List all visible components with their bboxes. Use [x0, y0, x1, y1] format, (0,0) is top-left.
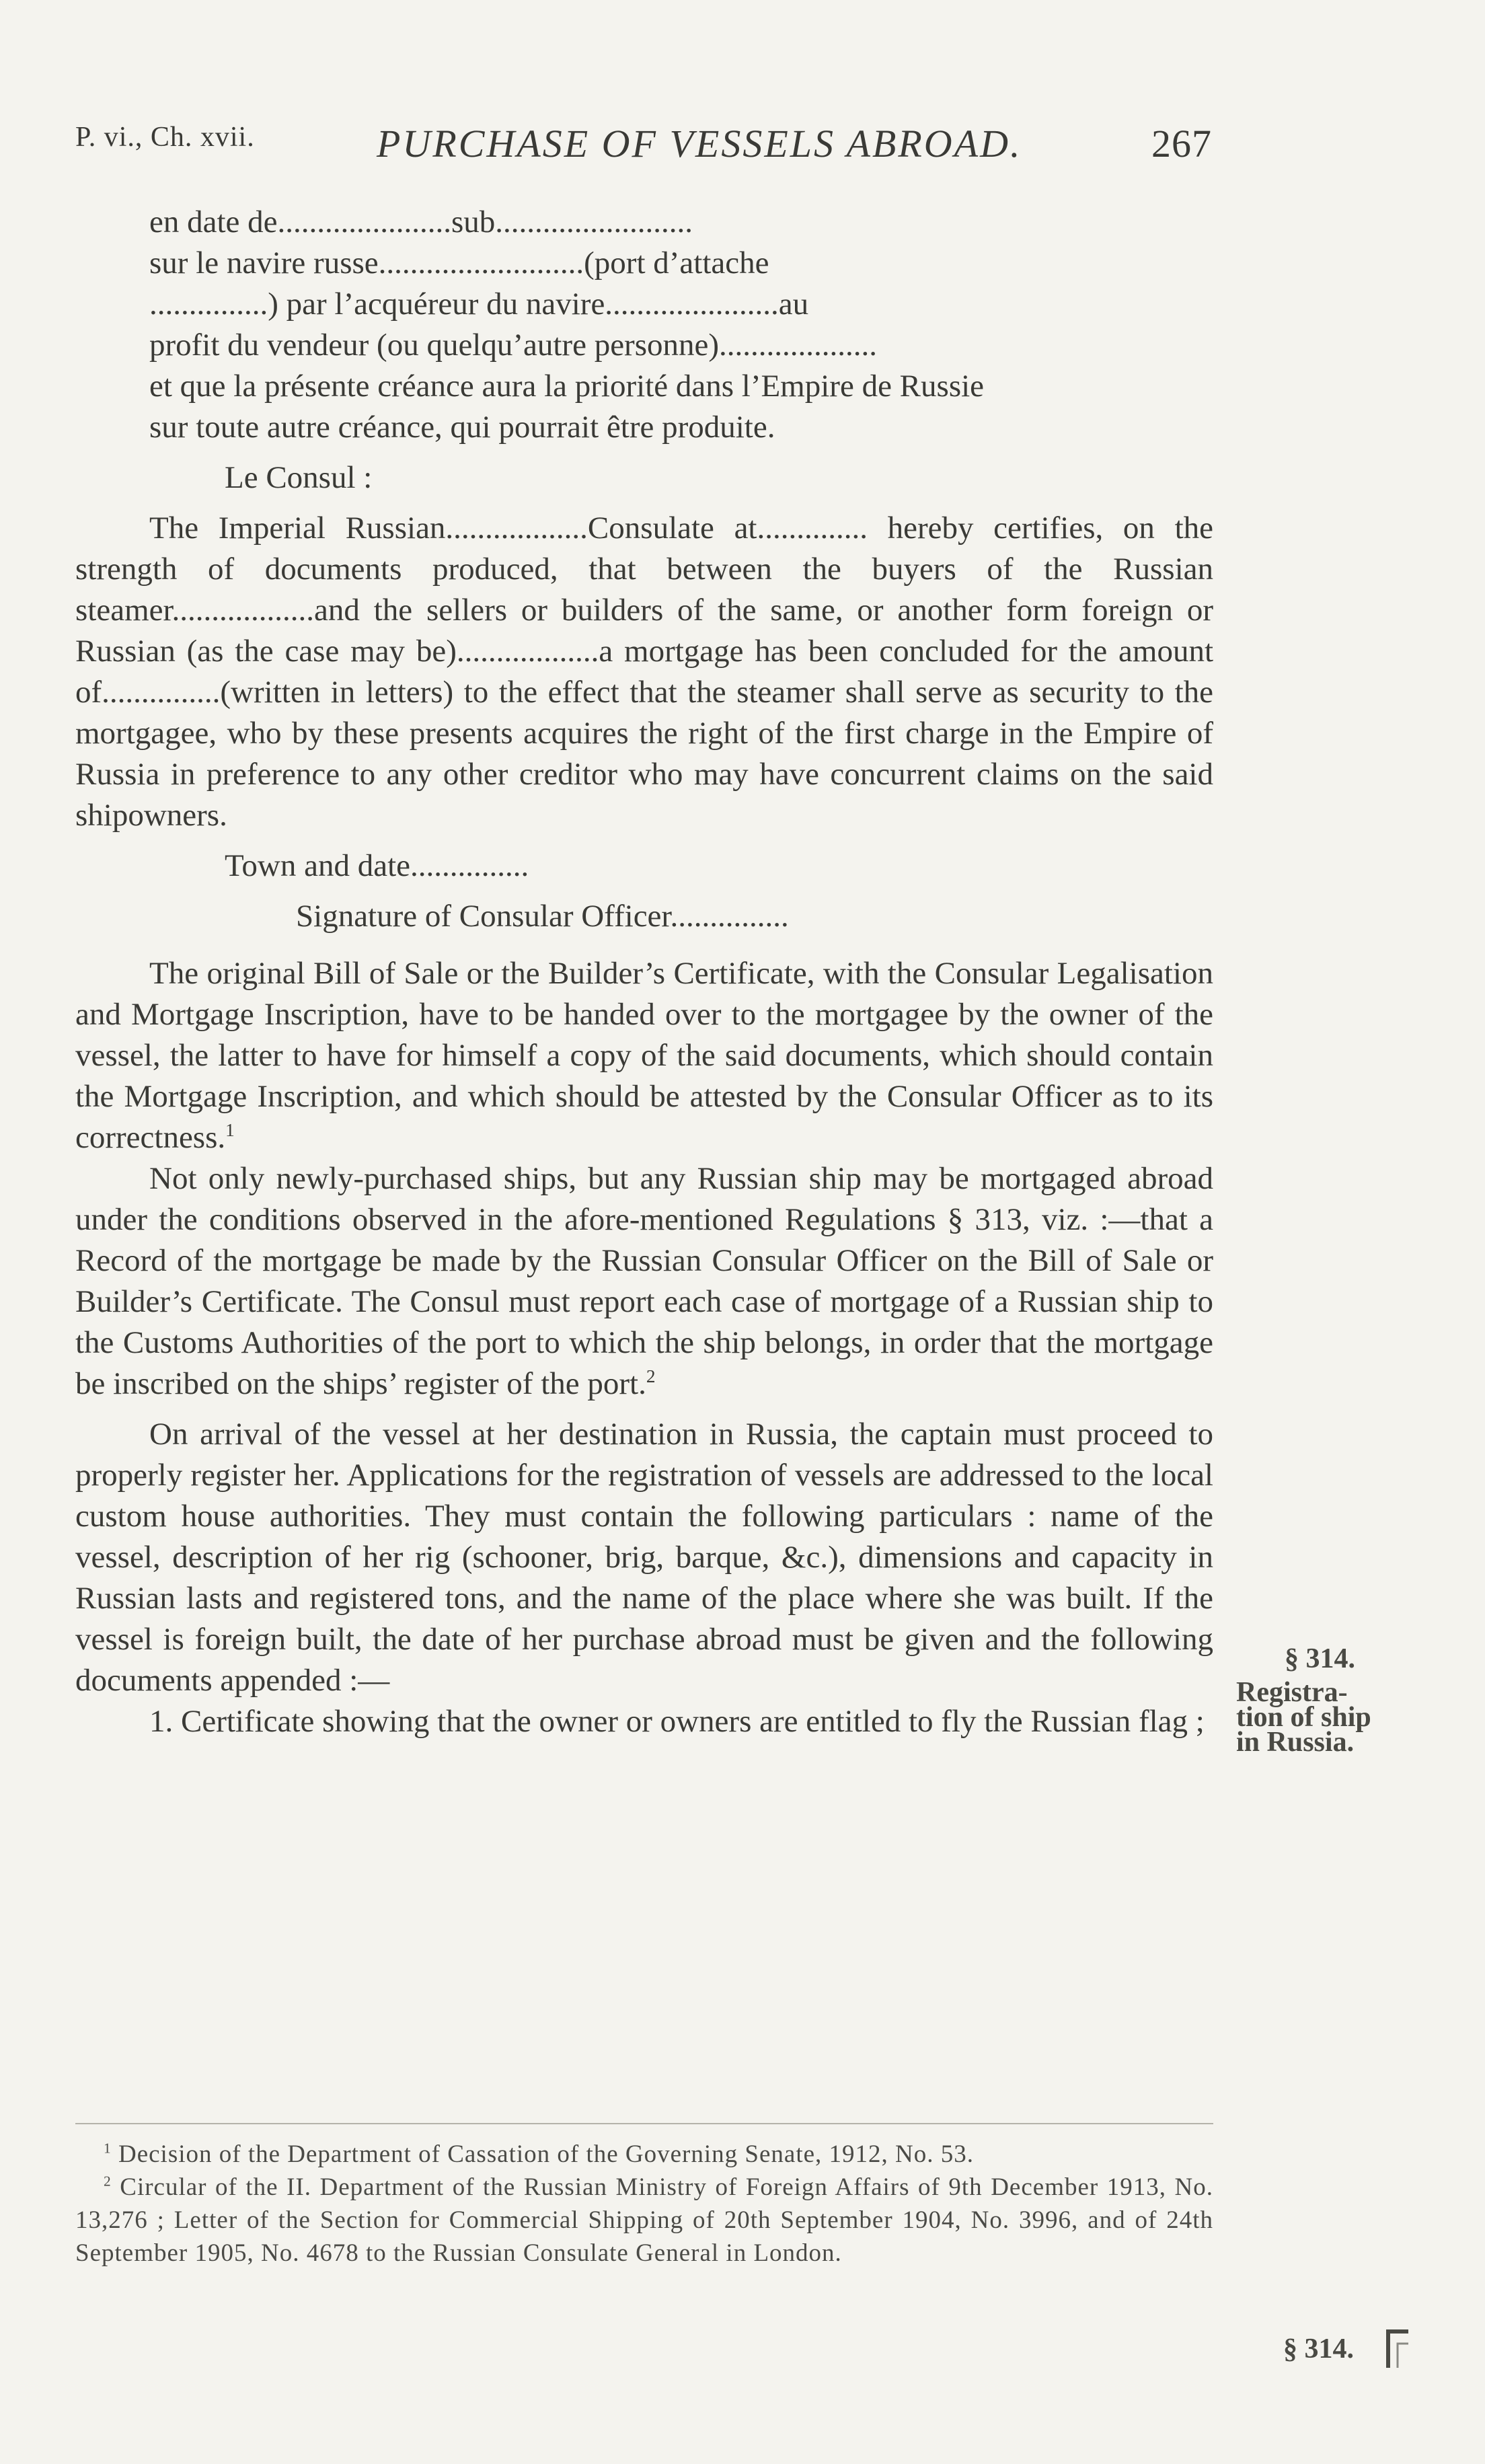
paragraph-text: Not only newly-purchased ships, but any Russian ship may be mortgaged abroad under the conditions observed in the afore-mentioned Regulations § 313, viz. :—that a Record of the mortgage be made by the Russian Consular Officer on the Bill of Sale or Builder’s Certificate. The Consul must report each case of mortgage of a Russian ship to the Customs Authorities of the port to which the ship belongs, in order that the mortgage be inscribed on the ships’ register of the port. — [75, 1161, 1213, 1401]
margin-note-line: in Russia. — [1236, 1727, 1355, 1758]
form-line: en date de......................sub......................... — [149, 204, 693, 239]
form-line: et que la présente créance aura la priorité dans l’Empire de Russie — [149, 369, 985, 404]
form-line: sur le navire russe..........................(port d’attache — [149, 246, 769, 281]
footnote-1 — [75, 2138, 1213, 2171]
footnote-text: Decision of the Department of Cassation of the Governing Senate, 1912, No. 53. — [118, 2140, 974, 2168]
form-line: ...............) par l’acquéreur du navire......................au — [149, 287, 809, 322]
paragraph-original-bill — [75, 953, 1213, 1158]
bracket-mark-icon — [1385, 2326, 1411, 2370]
paragraph-text: The original Bill of Sale or the Builder’s Certificate, with the Consular Legalisation and Mortgage Inscription, have to be handed over to the mortgagee by the owner of the vessel, the latter to have for himself a copy of the said documents, which should contain the Mortgage Inscription, and which should be attested by the Consular Officer as to its correctness. — [75, 956, 1213, 1155]
form-line: sur toute autre créance, qui pourrait être produite. — [149, 410, 775, 445]
consular-signature: Signature of Consular Officer............... — [296, 899, 789, 934]
list-item: 1. Certificate showing that the owner or owners are entitled to fly the Russian flag ; — [149, 1704, 1205, 1739]
main-text — [75, 202, 1213, 1742]
header-title: PURCHASE OF VESSELS ABROAD. — [377, 122, 1022, 165]
footnote-divider — [75, 2123, 1213, 2124]
footnote-marker: 1 — [104, 2140, 112, 2157]
margin-section-number: § 314. — [1285, 1643, 1355, 1674]
running-header — [75, 121, 1212, 175]
town-and-date: Town and date............... — [225, 848, 529, 883]
footnote-text: Circular of the II. Department of the Russian Ministry of Foreign Affairs of 9th December 1913, No. 13,276 ; Letter of the Section for Commercial Shipping of 20th September 1904, No. 3996, and of 24th September 1905, No. 4678 to the Russian Consulate General in London. — [75, 2173, 1214, 2267]
french-form-text — [75, 202, 1213, 448]
consul-label: Le Consul : — [225, 460, 373, 495]
english-certificate: The Imperial Russian..................Consulate at.............. hereby certifies, on the strength of documents produced, that between the buyers of the Russian steamer..................and the sellers or builders of the same, or another form foreign or Russian (as the case may be)..................a mortgage has been concluded for the amount of...............(written in letters) to the effect that the steamer shall serve as security to the mortgagee, who by these presents acquires the right of the first charge in the Empire of Russia in preference to any other creditor who may have concurrent claims on the said shipowners. — [75, 511, 1213, 833]
margin-note-line: Registra- — [1236, 1677, 1348, 1708]
footnote-marker: 2 — [104, 2173, 112, 2190]
header-chapter-ref: P. vi., Ch. xvii. — [75, 122, 255, 153]
paragraph-not-only — [75, 1158, 1213, 1405]
footnotes — [75, 2138, 1213, 2270]
footnote-2 — [75, 2171, 1213, 2270]
paragraph-arrival: On arrival of the vessel at her destination in Russia, the captain must proceed to properly register her. Applications for the registration of vessels are addressed to the local custom house authorities. They must contain the following particulars : name of the vessel, description of her rig (schooner, brig, barque, &c.), dimensions and capacity in Russian lasts and registered tons, and the name of the place where she was built. If the vessel is foreign built, the date of her purchase abroad must be given and the following documents appended :— — [75, 1417, 1213, 1698]
page-number: 267 — [1151, 122, 1212, 165]
margin-note — [1236, 1677, 1371, 1758]
form-line: profit du vendeur (ou quelqu’autre personne).................... — [149, 328, 878, 363]
footnote-ref: 2 — [646, 1366, 656, 1387]
footnote-ref: 1 — [225, 1120, 235, 1141]
bottom-section-number: § 314. — [1283, 2334, 1354, 2364]
margin-note-line: tion of ship — [1236, 1702, 1371, 1733]
